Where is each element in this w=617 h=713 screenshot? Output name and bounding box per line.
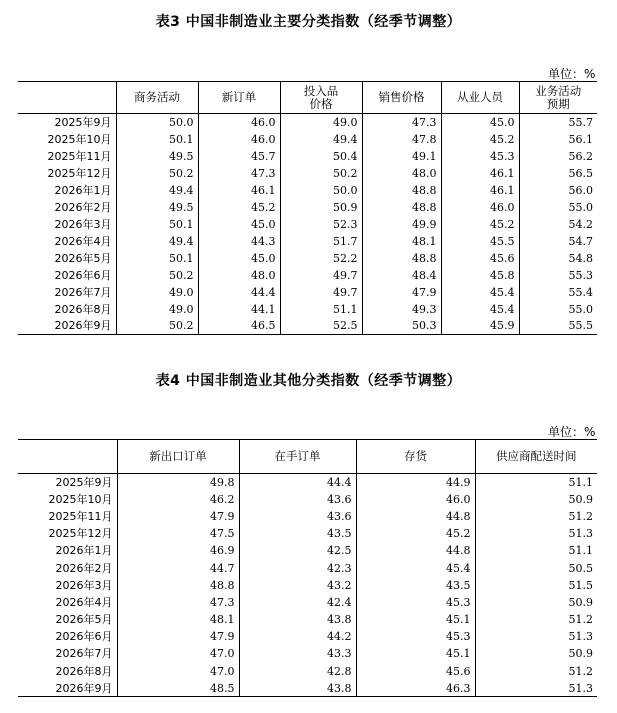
table-cell: 44.4 (239, 474, 356, 491)
table-cell: 49.3 (362, 301, 441, 318)
table-cell: 49.5 (116, 199, 198, 216)
table-cell: 51.2 (475, 663, 597, 680)
table-row (18, 148, 597, 165)
table-cell: 55.0 (519, 199, 597, 216)
table-cell: 49.7 (280, 267, 362, 284)
table-cell: 45.5 (441, 233, 519, 250)
table-cell: 50.9 (280, 199, 362, 216)
table-cell: 45.3 (356, 628, 475, 645)
row-month-label: 2025年12月 (48, 527, 113, 541)
table-cell: 50.1 (116, 131, 198, 148)
table-row (18, 491, 597, 508)
table-cell: 48.8 (117, 577, 239, 594)
table-cell: 52.3 (280, 216, 362, 233)
table-cell: 47.9 (117, 508, 239, 525)
table-cell: 51.1 (475, 474, 597, 491)
row-month-label: 2025年9月 (54, 115, 112, 129)
table-cell: 47.3 (198, 165, 280, 182)
table-row (18, 267, 597, 284)
table-cell: 45.0 (441, 114, 519, 131)
table-row (18, 233, 597, 250)
table-cell: 56.5 (519, 165, 597, 182)
table4-header-supplier-delivery-time: 供应商配送时间 (475, 440, 597, 474)
table-row (18, 577, 597, 594)
row-month-label: 2025年9月 (55, 475, 113, 489)
table-row (18, 645, 597, 662)
table-cell: 56.2 (519, 148, 597, 165)
row-month-label: 2025年11月 (47, 149, 112, 163)
table3-header-input-prices (280, 82, 362, 114)
table-cell: 43.5 (356, 577, 475, 594)
table-cell: 43.6 (239, 491, 356, 508)
table-cell: 47.5 (117, 525, 239, 542)
table-cell: 48.8 (362, 250, 441, 267)
row-month-label: 2026年2月 (54, 200, 112, 214)
table-cell: 54.8 (519, 250, 597, 267)
table-cell: 45.6 (441, 250, 519, 267)
row-month-label: 2025年11月 (48, 509, 113, 523)
table-cell: 49.4 (116, 182, 198, 199)
table-row (18, 301, 597, 318)
table-cell: 56.1 (519, 131, 597, 148)
row-month-label: 2025年10月 (47, 132, 112, 146)
table-cell: 45.2 (441, 131, 519, 148)
table-cell: 50.1 (116, 216, 198, 233)
table-row (18, 284, 597, 301)
table-cell: 46.3 (356, 680, 475, 697)
table-cell: 49.0 (280, 114, 362, 131)
table-cell: 43.2 (239, 577, 356, 594)
table-cell: 47.9 (362, 284, 441, 301)
row-month-label: 2026年7月 (54, 285, 112, 299)
table-cell: 46.0 (198, 114, 280, 131)
table4-header-row (18, 440, 597, 474)
table-cell: 54.2 (519, 216, 597, 233)
table-cell: 51.2 (475, 508, 597, 525)
table-cell: 48.0 (362, 165, 441, 182)
table-cell: 50.5 (475, 559, 597, 576)
row-month-label: 2026年8月 (55, 664, 113, 678)
row-month-label: 2026年8月 (54, 302, 112, 316)
table-cell: 48.5 (117, 680, 239, 697)
table-cell: 48.1 (362, 233, 441, 250)
table4-header-inventory: 存货 (356, 440, 475, 474)
table-cell: 43.5 (239, 525, 356, 542)
row-month-label: 2026年4月 (54, 234, 112, 248)
table-cell: 45.2 (356, 525, 475, 542)
table-cell: 45.7 (198, 148, 280, 165)
table-row (18, 611, 597, 628)
table-cell: 47.3 (362, 114, 441, 131)
table-cell: 46.0 (356, 491, 475, 508)
table4-title: 表4 中国非制造业其他分类指数（经季节调整） (155, 373, 462, 389)
table-cell: 50.2 (280, 165, 362, 182)
table-cell: 45.9 (441, 318, 519, 335)
table-row (18, 559, 597, 576)
table-cell: 55.0 (519, 301, 597, 318)
table-row (18, 594, 597, 611)
table-row (18, 474, 597, 491)
row-month-label: 2026年3月 (55, 578, 113, 592)
table-cell: 49.1 (362, 148, 441, 165)
table-row (18, 542, 597, 559)
table-cell: 51.7 (280, 233, 362, 250)
table-cell: 46.5 (198, 318, 280, 335)
table-cell: 45.0 (198, 250, 280, 267)
table-cell: 49.7 (280, 284, 362, 301)
table-cell: 48.8 (362, 199, 441, 216)
table-cell: 51.2 (475, 611, 597, 628)
table4 (18, 439, 597, 697)
table-cell: 50.2 (116, 318, 198, 335)
table-cell: 46.0 (441, 199, 519, 216)
table-row (18, 663, 597, 680)
table-cell: 43.6 (239, 508, 356, 525)
table-cell: 44.3 (198, 233, 280, 250)
table-cell: 55.4 (519, 284, 597, 301)
table-row (18, 114, 597, 131)
table-cell: 47.0 (117, 663, 239, 680)
table4-header-backlog-orders: 在手订单 (239, 440, 356, 474)
table3-header-sales-prices: 销售价格 (362, 82, 441, 114)
table-cell: 45.1 (356, 645, 475, 662)
table3-header-month (18, 82, 116, 114)
table-row (18, 216, 597, 233)
table4-header-month (18, 440, 117, 474)
table3 (18, 81, 597, 335)
table-cell: 46.0 (198, 131, 280, 148)
table-cell: 42.3 (239, 559, 356, 576)
row-month-label: 2026年1月 (55, 544, 113, 558)
table-cell: 44.1 (198, 301, 280, 318)
row-month-label: 2026年5月 (54, 251, 112, 265)
table-cell: 47.9 (117, 628, 239, 645)
table-cell: 52.2 (280, 250, 362, 267)
table3-header-business-activity: 商务活动 (116, 82, 198, 114)
table-cell: 45.2 (441, 216, 519, 233)
table-cell: 49.0 (116, 301, 198, 318)
table-cell: 49.5 (116, 148, 198, 165)
table-row (18, 199, 597, 216)
table-cell: 48.8 (362, 182, 441, 199)
table-cell: 46.1 (198, 182, 280, 199)
table3-title: 表3 中国非制造业主要分类指数（经季节调整） (155, 14, 462, 30)
table-cell: 50.9 (475, 645, 597, 662)
table-cell: 44.8 (356, 542, 475, 559)
table3-header-new-orders: 新订单 (198, 82, 280, 114)
table-cell: 44.8 (356, 508, 475, 525)
table-row (18, 628, 597, 645)
row-month-label: 2025年10月 (48, 492, 113, 506)
table-row (18, 318, 597, 335)
table-cell: 50.4 (280, 148, 362, 165)
table-cell: 43.3 (239, 645, 356, 662)
table-cell: 45.6 (356, 663, 475, 680)
table-cell: 47.8 (362, 131, 441, 148)
table-cell: 48.1 (117, 611, 239, 628)
table-cell: 45.4 (441, 301, 519, 318)
table-cell: 45.0 (198, 216, 280, 233)
row-month-label: 2026年5月 (55, 613, 113, 627)
table-cell: 54.7 (519, 233, 597, 250)
row-month-label: 2026年2月 (55, 561, 113, 575)
table-cell: 46.2 (117, 491, 239, 508)
table-row (18, 165, 597, 182)
table-cell: 50.1 (116, 250, 198, 267)
table-cell: 51.3 (475, 680, 597, 697)
table-cell: 45.8 (441, 267, 519, 284)
table-cell: 49.8 (117, 474, 239, 491)
row-month-label: 2026年1月 (54, 183, 112, 197)
table-cell: 51.3 (475, 628, 597, 645)
table-cell: 44.2 (239, 628, 356, 645)
table-cell: 44.7 (117, 559, 239, 576)
table-cell: 48.4 (362, 267, 441, 284)
table-cell: 55.7 (519, 114, 597, 131)
table-cell: 45.2 (198, 199, 280, 216)
table-row (18, 131, 597, 148)
table-cell: 44.9 (356, 474, 475, 491)
table4-unit-label: 单位：% (548, 425, 596, 439)
table-cell: 45.3 (441, 148, 519, 165)
table3-header-row (18, 82, 597, 114)
table-cell: 42.4 (239, 594, 356, 611)
table-cell: 42.8 (239, 663, 356, 680)
table-cell: 47.0 (117, 645, 239, 662)
table-cell: 50.9 (475, 491, 597, 508)
table3-header-employment: 从业人员 (441, 82, 519, 114)
table3-header-business-expectations (519, 82, 597, 114)
table-row (18, 250, 597, 267)
table-cell: 49.0 (116, 284, 198, 301)
table-cell: 50.2 (116, 267, 198, 284)
row-month-label: 2026年9月 (18, 680, 117, 697)
table-cell: 43.8 (239, 611, 356, 628)
table3-unit-label: 单位：% (548, 67, 596, 81)
table-cell: 56.0 (519, 182, 597, 199)
table3-body (18, 114, 597, 335)
table-cell: 45.4 (441, 284, 519, 301)
row-month-label: 2026年9月 (18, 318, 116, 335)
table-cell: 43.8 (239, 680, 356, 697)
table-cell: 51.1 (280, 301, 362, 318)
table-cell: 50.2 (116, 165, 198, 182)
row-month-label: 2026年3月 (54, 217, 112, 231)
table-cell: 51.1 (475, 542, 597, 559)
table-cell: 50.0 (116, 114, 198, 131)
table-cell: 55.3 (519, 267, 597, 284)
table-cell: 45.3 (356, 594, 475, 611)
table-cell: 49.4 (280, 131, 362, 148)
table-cell: 47.3 (117, 594, 239, 611)
table-cell: 50.9 (475, 594, 597, 611)
row-month-label: 2026年6月 (55, 630, 113, 644)
row-month-label: 2025年12月 (47, 166, 112, 180)
table4-body (18, 474, 597, 697)
table-cell: 46.9 (117, 542, 239, 559)
table-row (18, 508, 597, 525)
table3-header-input-prices-text: 投入品价格 (303, 84, 339, 111)
row-month-label: 2026年6月 (54, 268, 112, 282)
table-row (18, 525, 597, 542)
table4-header-new-export-orders: 新出口订单 (117, 440, 239, 474)
table-cell: 42.5 (239, 542, 356, 559)
table-cell: 45.4 (356, 559, 475, 576)
table-cell: 52.5 (280, 318, 362, 335)
table-cell: 46.1 (441, 182, 519, 199)
table-cell: 51.3 (475, 525, 597, 542)
table3-header-business-expectations-text: 业务活动预期 (535, 84, 582, 111)
table-cell: 44.4 (198, 284, 280, 301)
table-cell: 46.1 (441, 165, 519, 182)
row-month-label: 2026年7月 (55, 647, 113, 661)
table-cell: 55.5 (519, 318, 597, 335)
table-cell: 48.0 (198, 267, 280, 284)
row-month-label: 2026年4月 (55, 595, 113, 609)
table-cell: 49.9 (362, 216, 441, 233)
table-cell: 45.1 (356, 611, 475, 628)
table-cell: 50.0 (280, 182, 362, 199)
table-row (18, 182, 597, 199)
table-cell: 50.3 (362, 318, 441, 335)
table-row (18, 680, 597, 697)
table-cell: 49.4 (116, 233, 198, 250)
table-cell: 51.5 (475, 577, 597, 594)
